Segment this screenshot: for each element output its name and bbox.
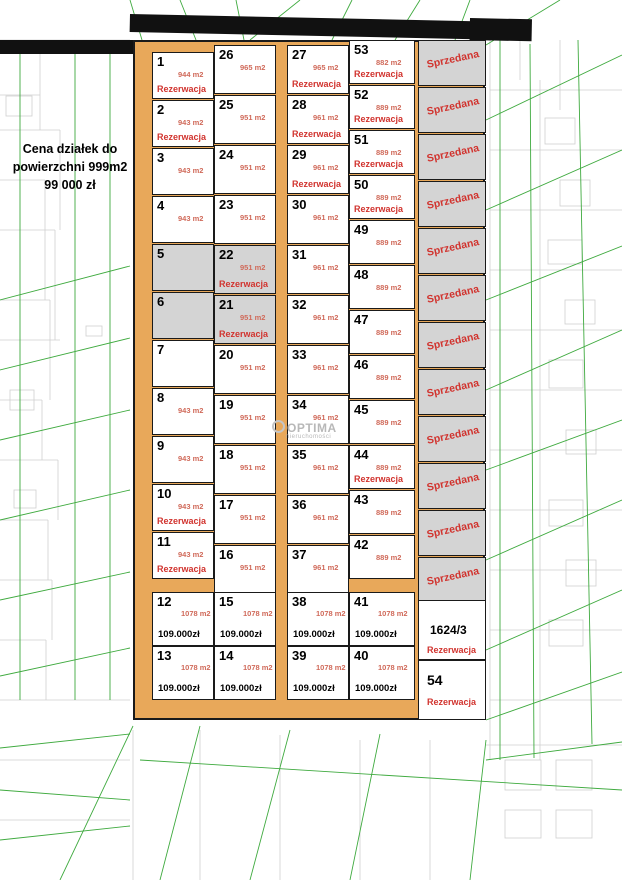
plot-52[interactable]: [349, 85, 415, 129]
plot-33-area: 961 m2: [313, 363, 339, 372]
watermark-sub: nieruchomości: [286, 434, 332, 440]
plot-24-number: 24: [219, 147, 234, 162]
plot-50-number: 50: [354, 177, 369, 192]
plot-col5_sold-9-status: Sprzedana: [425, 424, 481, 447]
plot-1624-3-status: Rezerwacja: [427, 645, 477, 655]
plot-col5_sold-8[interactable]: [418, 369, 486, 415]
plot-25-area: 951 m2: [240, 113, 266, 122]
plot-33[interactable]: [287, 345, 349, 394]
plot-22-status: Rezerwacja: [219, 279, 269, 289]
plot-19-number: 19: [219, 397, 234, 412]
plot-16[interactable]: [214, 545, 276, 594]
plot-41[interactable]: [349, 592, 415, 646]
plot-32-number: 32: [292, 297, 307, 312]
plot-31-area: 961 m2: [313, 263, 339, 272]
plot-10-status: Rezerwacja: [157, 516, 207, 526]
plot-11[interactable]: [152, 532, 214, 579]
plot-27[interactable]: [287, 45, 349, 94]
plot-8-number: 8: [157, 390, 165, 405]
plot-17-area: 951 m2: [240, 513, 266, 522]
plot-15[interactable]: [214, 592, 276, 646]
plot-39-area: 1078 m2: [316, 663, 346, 672]
plot-13-number: 13: [157, 648, 172, 663]
plot-46-number: 46: [354, 357, 369, 372]
plot-44[interactable]: [349, 445, 415, 489]
plot-34-number: 34: [292, 397, 307, 412]
plot-53-number: 53: [354, 42, 369, 57]
plot-17[interactable]: [214, 495, 276, 544]
plot-43-area: 889 m2: [376, 508, 402, 517]
plot-51-status: Rezerwacja: [354, 159, 404, 169]
plot-44-status: Rezerwacja: [354, 474, 404, 484]
plot-3-number: 3: [157, 150, 165, 165]
plot-27-status: Rezerwacja: [292, 79, 342, 89]
plot-37[interactable]: [287, 545, 349, 594]
plot-5[interactable]: [152, 244, 214, 291]
plot-1624-3-label: 1624/3: [430, 623, 467, 637]
plot-16-area: 951 m2: [240, 563, 266, 572]
plot-col5_sold-3[interactable]: [418, 134, 486, 180]
plot-21-area: 951 m2: [240, 313, 266, 322]
plot-col5_sold-12[interactable]: [418, 557, 486, 603]
plot-49[interactable]: [349, 220, 415, 264]
plot-8[interactable]: [152, 388, 214, 435]
plot-11-number: 11: [157, 534, 171, 549]
plot-11-status: Rezerwacja: [157, 564, 207, 574]
plot-35[interactable]: [287, 445, 349, 494]
plot-50-status: Rezerwacja: [354, 204, 404, 214]
plot-26-area: 965 m2: [240, 63, 266, 72]
plot-47[interactable]: [349, 310, 415, 354]
plot-10-number: 10: [157, 486, 172, 501]
plot-col5_sold-1[interactable]: [418, 40, 486, 86]
plot-3-area: 943 m2: [178, 166, 204, 175]
plot-2[interactable]: [152, 100, 214, 147]
plot-7[interactable]: [152, 340, 214, 387]
plot-29-status: Rezerwacja: [292, 179, 342, 189]
plot-37-area: 961 m2: [313, 563, 339, 572]
plot-44-number: 44: [354, 447, 369, 462]
plot-9[interactable]: [152, 436, 214, 483]
plot-54-num: 54: [427, 672, 443, 688]
plot-11-area: 943 m2: [178, 550, 204, 559]
plot-37-number: 37: [292, 547, 307, 562]
plot-19[interactable]: [214, 395, 276, 444]
plot-22-area: 951 m2: [240, 263, 266, 272]
plot-4-area: 943 m2: [178, 214, 204, 223]
plot-18[interactable]: [214, 445, 276, 494]
plot-9-number: 9: [157, 438, 165, 453]
plot-5-number: 5: [157, 246, 165, 261]
plot-1[interactable]: [152, 52, 214, 99]
plot-25[interactable]: [214, 95, 276, 144]
plot-41-price: 109.000zł: [355, 629, 397, 640]
plot-34[interactable]: [287, 395, 349, 444]
plot-28[interactable]: [287, 95, 349, 144]
plot-15-number: 15: [219, 594, 234, 609]
plot-40-area: 1078 m2: [378, 663, 408, 672]
plot-39-number: 39: [292, 648, 307, 663]
plot-48-number: 48: [354, 267, 369, 282]
plot-54[interactable]: [418, 660, 486, 720]
plot-54-status: Rezerwacja: [427, 697, 477, 707]
plot-22-number: 22: [219, 247, 234, 262]
plot-53[interactable]: [349, 40, 415, 84]
plot-28-number: 28: [292, 97, 307, 112]
plot-40-number: 40: [354, 648, 369, 663]
plot-col5_sold-4[interactable]: [418, 181, 486, 227]
plot-col5_sold-2[interactable]: [418, 87, 486, 133]
plot-38-price: 109.000zł: [293, 629, 335, 640]
plot-col5_sold-3-status: Sprzedana: [425, 142, 481, 165]
plot-23[interactable]: [214, 195, 276, 244]
plot-27-area: 965 m2: [313, 63, 339, 72]
plot-38-number: 38: [292, 594, 307, 609]
plot-col5_sold-10[interactable]: [418, 463, 486, 509]
plot-20-area: 951 m2: [240, 363, 266, 372]
plot-47-number: 47: [354, 312, 369, 327]
plot-19-area: 951 m2: [240, 413, 266, 422]
plot-31-number: 31: [292, 247, 307, 262]
plot-44-area: 889 m2: [376, 463, 402, 472]
plot-6[interactable]: [152, 292, 214, 339]
plot-col5_sold-9[interactable]: [418, 416, 486, 462]
plot-51-number: 51: [354, 132, 369, 147]
plot-53-area: 882 m2: [376, 58, 402, 67]
plot-2-area: 943 m2: [178, 118, 204, 127]
plot-14-area: 1078 m2: [243, 663, 273, 672]
plot-20-number: 20: [219, 347, 234, 362]
plot-28-status: Rezerwacja: [292, 129, 342, 139]
plot-46[interactable]: [349, 355, 415, 399]
plot-26-number: 26: [219, 47, 234, 62]
plot-40[interactable]: [349, 646, 415, 700]
plot-9-area: 943 m2: [178, 454, 204, 463]
plot-15-area: 1078 m2: [243, 609, 273, 618]
plot-col5_sold-8-status: Sprzedana: [425, 377, 481, 400]
plot-12-area: 1078 m2: [181, 609, 211, 618]
plot-12-price: 109.000zł: [158, 629, 200, 640]
plot-col5_sold-11[interactable]: [418, 510, 486, 556]
plot-1-number: 1: [157, 54, 165, 69]
road-strip-left: [0, 40, 134, 54]
plot-52-status: Rezerwacja: [354, 114, 404, 124]
plot-48-area: 889 m2: [376, 283, 402, 292]
plot-32-area: 961 m2: [313, 313, 339, 322]
plot-43-number: 43: [354, 492, 369, 507]
plot-41-area: 1078 m2: [378, 609, 408, 618]
price-legend: [10, 140, 130, 194]
plot-24-area: 951 m2: [240, 163, 266, 172]
plot-42[interactable]: [349, 535, 415, 579]
plot-23-number: 23: [219, 197, 234, 212]
plot-45-number: 45: [354, 402, 369, 417]
plot-36[interactable]: [287, 495, 349, 544]
watermark-name: OPTIMA: [287, 421, 337, 435]
plot-col5_sold-4-status: Sprzedana: [425, 189, 481, 212]
plot-47-area: 889 m2: [376, 328, 402, 337]
plot-50[interactable]: [349, 175, 415, 219]
plot-18-number: 18: [219, 447, 234, 462]
plot-45-area: 889 m2: [376, 418, 402, 427]
plot-52-number: 52: [354, 87, 369, 102]
plot-13-price: 109.000zł: [158, 683, 200, 694]
plot-51-area: 889 m2: [376, 148, 402, 157]
plot-45[interactable]: [349, 400, 415, 444]
plot-12-number: 12: [157, 594, 172, 609]
plot-24[interactable]: [214, 145, 276, 194]
plot-34-area: 961 m2: [313, 413, 339, 422]
plot-4-number: 4: [157, 198, 165, 213]
plot-21[interactable]: [214, 295, 276, 344]
plot-col5_sold-7[interactable]: [418, 322, 486, 368]
plot-41-number: 41: [354, 594, 369, 609]
plot-col5_sold-6-status: Sprzedana: [425, 283, 481, 306]
plot-col5_sold-5-status: Sprzedana: [425, 236, 481, 259]
plot-31[interactable]: [287, 245, 349, 294]
plot-2-number: 2: [157, 102, 165, 117]
plot-col5_sold-2-status: Sprzedana: [425, 95, 481, 118]
plot-col5_sold-12-status: Sprzedana: [425, 565, 481, 588]
plot-22[interactable]: [214, 245, 276, 294]
plot-32[interactable]: [287, 295, 349, 344]
plot-26[interactable]: [214, 45, 276, 94]
plot-20[interactable]: [214, 345, 276, 394]
legend-line-2: powierzchni 999m2: [12, 160, 128, 174]
plot-48[interactable]: [349, 265, 415, 309]
plot-6-number: 6: [157, 294, 165, 309]
plot-38[interactable]: [287, 592, 349, 646]
plot-14-price: 109.000zł: [220, 683, 262, 694]
plot-1-area: 944 m2: [178, 70, 204, 79]
plot-23-area: 951 m2: [240, 213, 266, 222]
road-strip-right: [470, 18, 532, 41]
plot-2-status: Rezerwacja: [157, 132, 207, 142]
plot-36-area: 961 m2: [313, 513, 339, 522]
plot-49-area: 889 m2: [376, 238, 402, 247]
plot-col5_sold-7-status: Sprzedana: [425, 330, 481, 353]
plot-38-area: 1078 m2: [316, 609, 346, 618]
plot-29-area: 961 m2: [313, 163, 339, 172]
plot-10[interactable]: [152, 484, 214, 531]
plot-29-number: 29: [292, 147, 307, 162]
plot-30-number: 30: [292, 197, 307, 212]
plot-4[interactable]: [152, 196, 214, 243]
plot-43[interactable]: [349, 490, 415, 534]
plot-13-area: 1078 m2: [181, 663, 211, 672]
plot-33-number: 33: [292, 347, 307, 362]
plot-40-price: 109.000zł: [355, 683, 397, 694]
plot-1-status: Rezerwacja: [157, 84, 207, 94]
plot-39-price: 109.000zł: [293, 683, 335, 694]
plot-14[interactable]: [214, 646, 276, 700]
plot-14-number: 14: [219, 648, 234, 663]
plot-28-area: 961 m2: [313, 113, 339, 122]
plot-52-area: 889 m2: [376, 103, 402, 112]
legend-line-1: Cena działek do: [22, 142, 118, 156]
plot-18-area: 951 m2: [240, 463, 266, 472]
plot-36-number: 36: [292, 497, 307, 512]
plot-46-area: 889 m2: [376, 373, 402, 382]
plot-21-number: 21: [219, 297, 234, 312]
plot-col5_sold-5[interactable]: [418, 228, 486, 274]
plot-29[interactable]: [287, 145, 349, 194]
plot-16-number: 16: [219, 547, 234, 562]
plot-col5_sold-1-status: Sprzedana: [425, 48, 481, 71]
plot-25-number: 25: [219, 97, 234, 112]
plot-13[interactable]: [152, 646, 214, 700]
legend-line-3: 99 000 zł: [44, 178, 96, 192]
plot-10-area: 943 m2: [178, 502, 204, 511]
plot-30[interactable]: [287, 195, 349, 244]
plot-7-number: 7: [157, 342, 165, 357]
plot-50-area: 889 m2: [376, 193, 402, 202]
plot-col5_sold-10-status: Sprzedana: [425, 471, 481, 494]
plot-21-status: Rezerwacja: [219, 329, 269, 339]
plot-1624-3[interactable]: [418, 600, 486, 660]
plot-30-area: 961 m2: [313, 213, 339, 222]
plot-col5_sold-11-status: Sprzedana: [425, 518, 481, 541]
plot-42-number: 42: [354, 537, 369, 552]
plot-49-number: 49: [354, 222, 369, 237]
plot-39[interactable]: [287, 646, 349, 700]
plot-15-price: 109.000zł: [220, 629, 262, 640]
plot-3[interactable]: [152, 148, 214, 195]
plot-42-area: 889 m2: [376, 553, 402, 562]
plot-51[interactable]: [349, 130, 415, 174]
plot-12[interactable]: [152, 592, 214, 646]
plot-8-area: 943 m2: [178, 406, 204, 415]
plot-35-area: 961 m2: [313, 463, 339, 472]
plot-17-number: 17: [219, 497, 234, 512]
plot-35-number: 35: [292, 447, 307, 462]
plot-53-status: Rezerwacja: [354, 69, 404, 79]
plot-27-number: 27: [292, 47, 307, 62]
plot-col5_sold-6[interactable]: [418, 275, 486, 321]
